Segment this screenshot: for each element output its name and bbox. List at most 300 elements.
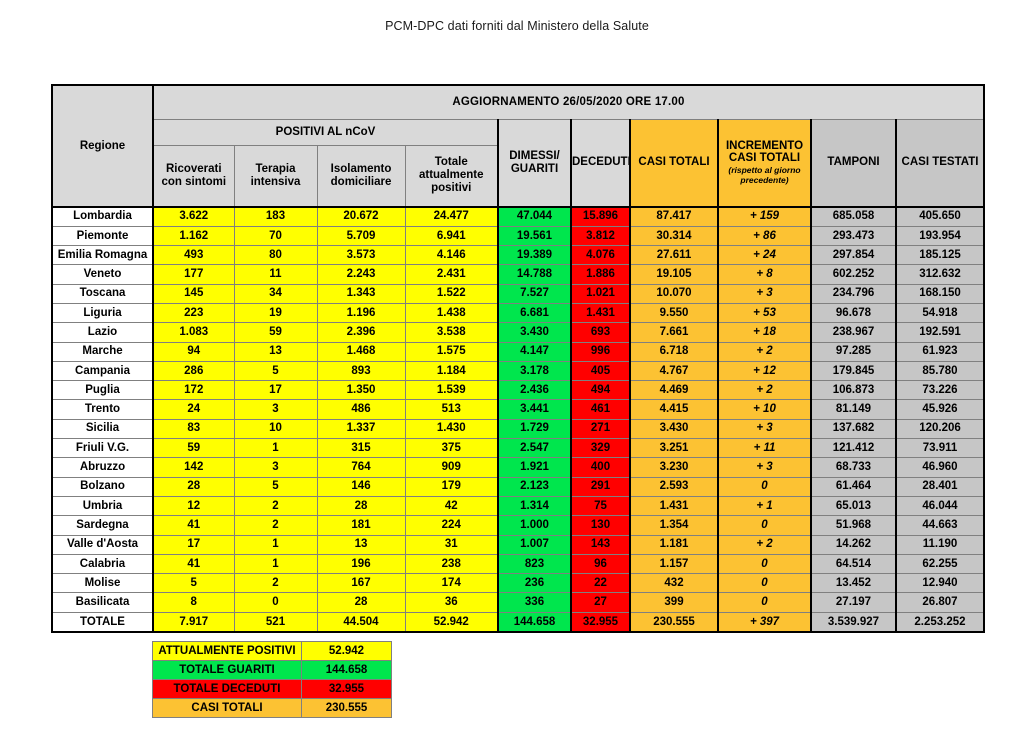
header-row-banner: [52, 85, 984, 119]
cell-ricoverati-con-sintomi: 493: [153, 246, 234, 265]
cell-casi-totali: 30.314: [630, 226, 718, 245]
cell-totale-attualmente-positivi: 6.941: [405, 226, 498, 245]
cell-regione: Trento: [52, 400, 153, 419]
header-group-positivi: POSITIVI AL nCoV: [153, 119, 498, 145]
cell-incremento-casi-totali: + 12: [718, 361, 811, 380]
cell-terapia-intensiva: 5: [234, 361, 317, 380]
table-row: [52, 593, 984, 612]
summary-label: ATTUALMENTE POSITIVI: [153, 642, 302, 661]
cell-terapia-intensiva: 17: [234, 381, 317, 400]
cell-tamponi: 97.285: [811, 342, 896, 361]
cell-ricoverati-con-sintomi: 1.083: [153, 323, 234, 342]
cell-dimessi-guariti: 19.561: [498, 226, 571, 245]
cell-totale-attualmente-positivi: 24.477: [405, 207, 498, 226]
cell-isolamento-domiciliare: 5.709: [317, 226, 405, 245]
cell-casi-testati: 192.591: [896, 323, 984, 342]
cell-incremento-casi-totali: + 3: [718, 458, 811, 477]
table-row: [52, 458, 984, 477]
cell-terapia-intensiva: 13: [234, 342, 317, 361]
cell-totale-attualmente-positivi: 1.184: [405, 361, 498, 380]
cell-deceduti: 693: [571, 323, 630, 342]
cell-terapia-intensiva: 70: [234, 226, 317, 245]
cell-totale-attualmente-positivi: 1.575: [405, 342, 498, 361]
cell-isolamento-domiciliare: 28: [317, 496, 405, 515]
table-row: [52, 535, 984, 554]
cell-regione: Puglia: [52, 381, 153, 400]
page-title: PCM-DPC dati forniti dal Ministero della Salute: [385, 19, 649, 33]
cell-deceduti: 996: [571, 342, 630, 361]
cell-deceduti: 461: [571, 400, 630, 419]
table-row-totale: [52, 612, 984, 632]
cell-casi-totali: 399: [630, 593, 718, 612]
cell-ricoverati-con-sintomi: 1.162: [153, 226, 234, 245]
cell-terapia-intensiva: 2: [234, 574, 317, 593]
cell-tamponi: 61.464: [811, 477, 896, 496]
cell-terapia-intensiva: 10: [234, 419, 317, 438]
cell-regione: Campania: [52, 361, 153, 380]
table-row: [52, 207, 984, 226]
cell-regione: Lombardia: [52, 207, 153, 226]
cell-tamponi: 685.058: [811, 207, 896, 226]
cell-tamponi: 3.539.927: [811, 612, 896, 632]
cell-tamponi: 238.967: [811, 323, 896, 342]
cell-isolamento-domiciliare: 13: [317, 535, 405, 554]
cell-casi-totali: 6.718: [630, 342, 718, 361]
cell-deceduti: 22: [571, 574, 630, 593]
cell-tamponi: 51.968: [811, 516, 896, 535]
cell-tamponi: 27.197: [811, 593, 896, 612]
cell-casi-totali: 1.354: [630, 516, 718, 535]
cell-regione: Toscana: [52, 284, 153, 303]
cell-incremento-casi-totali: + 2: [718, 381, 811, 400]
cell-incremento-casi-totali: + 3: [718, 284, 811, 303]
cell-regione: Friuli V.G.: [52, 439, 153, 458]
header-terapia-intensiva: [234, 145, 317, 207]
cell-terapia-intensiva: 1: [234, 439, 317, 458]
cell-casi-testati: 45.926: [896, 400, 984, 419]
summary-value: 230.555: [302, 699, 392, 718]
header-terapia-line2: intensiva: [250, 175, 301, 188]
cell-casi-testati: 54.918: [896, 303, 984, 322]
cell-totale-attualmente-positivi: 52.942: [405, 612, 498, 632]
cell-terapia-intensiva: 1: [234, 554, 317, 573]
cell-totale-attualmente-positivi: 3.538: [405, 323, 498, 342]
table-body: [52, 207, 984, 632]
cell-terapia-intensiva: 0: [234, 593, 317, 612]
cell-totale-attualmente-positivi: 1.430: [405, 419, 498, 438]
cell-dimessi-guariti: 1.729: [498, 419, 571, 438]
cell-deceduti: 400: [571, 458, 630, 477]
cell-incremento-casi-totali: + 1: [718, 496, 811, 515]
cell-regione: Bolzano: [52, 477, 153, 496]
cell-totale-attualmente-positivi: 174: [405, 574, 498, 593]
cell-deceduti: 405: [571, 361, 630, 380]
summary-label: CASI TOTALI: [153, 699, 302, 718]
header-incremento-line1: INCREMENTO: [725, 139, 804, 152]
cell-terapia-intensiva: 3: [234, 458, 317, 477]
cell-dimessi-guariti: 2.436: [498, 381, 571, 400]
cell-tamponi: 68.733: [811, 458, 896, 477]
cell-deceduti: 3.812: [571, 226, 630, 245]
cell-ricoverati-con-sintomi: 24: [153, 400, 234, 419]
regional-covid-table: [51, 84, 985, 633]
cell-ricoverati-con-sintomi: 94: [153, 342, 234, 361]
cell-casi-testati: 28.401: [896, 477, 984, 496]
summary-value: 32.955: [302, 680, 392, 699]
cell-casi-totali: 10.070: [630, 284, 718, 303]
cell-incremento-casi-totali: 0: [718, 554, 811, 573]
summary-value: 144.658: [302, 661, 392, 680]
cell-tamponi: 64.514: [811, 554, 896, 573]
cell-totale-attualmente-positivi: 31: [405, 535, 498, 554]
cell-isolamento-domiciliare: 2.243: [317, 265, 405, 284]
cell-totale-attualmente-positivi: 909: [405, 458, 498, 477]
cell-ricoverati-con-sintomi: 28: [153, 477, 234, 496]
table-row: [52, 574, 984, 593]
cell-casi-totali: 1.157: [630, 554, 718, 573]
summary-box-container: [152, 641, 391, 718]
table-row: [52, 265, 984, 284]
cell-dimessi-guariti: 6.681: [498, 303, 571, 322]
cell-regione: Emilia Romagna: [52, 246, 153, 265]
table-row: [52, 303, 984, 322]
cell-dimessi-guariti: 823: [498, 554, 571, 573]
cell-ricoverati-con-sintomi: 12: [153, 496, 234, 515]
cell-tamponi: 96.678: [811, 303, 896, 322]
cell-incremento-casi-totali: + 86: [718, 226, 811, 245]
cell-ricoverati-con-sintomi: 177: [153, 265, 234, 284]
cell-incremento-casi-totali: + 53: [718, 303, 811, 322]
header-incremento: [718, 119, 811, 207]
header-ricoverati-line1: Ricoverati: [165, 162, 222, 175]
cell-casi-totali: 432: [630, 574, 718, 593]
cell-deceduti: 1.021: [571, 284, 630, 303]
table-row: [52, 496, 984, 515]
cell-casi-testati: 62.255: [896, 554, 984, 573]
cell-incremento-casi-totali: + 18: [718, 323, 811, 342]
cell-tamponi: 293.473: [811, 226, 896, 245]
cell-totale-attualmente-positivi: 1.539: [405, 381, 498, 400]
header-ricoverati-line2: con sintomi: [161, 175, 227, 188]
header-isolamento-line1: Isolamento: [330, 162, 392, 175]
header-casi-testati: CASI TESTATI: [896, 119, 984, 207]
cell-casi-testati: 193.954: [896, 226, 984, 245]
cell-tamponi: 179.845: [811, 361, 896, 380]
table-row: [52, 381, 984, 400]
cell-tamponi: 81.149: [811, 400, 896, 419]
cell-casi-testati: 11.190: [896, 535, 984, 554]
cell-isolamento-domiciliare: 2.396: [317, 323, 405, 342]
cell-isolamento-domiciliare: 764: [317, 458, 405, 477]
cell-casi-totali: 7.661: [630, 323, 718, 342]
cell-tamponi: 297.854: [811, 246, 896, 265]
cell-incremento-casi-totali: 0: [718, 516, 811, 535]
cell-regione: Calabria: [52, 554, 153, 573]
table-row: [52, 419, 984, 438]
cell-casi-totali: 3.430: [630, 419, 718, 438]
cell-deceduti: 494: [571, 381, 630, 400]
cell-terapia-intensiva: 521: [234, 612, 317, 632]
cell-isolamento-domiciliare: 20.672: [317, 207, 405, 226]
cell-incremento-casi-totali: + 24: [718, 246, 811, 265]
cell-casi-testati: 73.226: [896, 381, 984, 400]
cell-tamponi: 14.262: [811, 535, 896, 554]
header-isolamento-line2: domiciliare: [330, 175, 392, 188]
table-row: [52, 246, 984, 265]
table-row: [52, 342, 984, 361]
cell-regione: Veneto: [52, 265, 153, 284]
cell-totale-attualmente-positivi: 1.522: [405, 284, 498, 303]
cell-dimessi-guariti: 236: [498, 574, 571, 593]
cell-tamponi: 137.682: [811, 419, 896, 438]
header-update-banner: AGGIORNAMENTO 26/05/2020 ORE 17.00: [153, 85, 984, 119]
table-header: [52, 85, 984, 207]
cell-isolamento-domiciliare: 167: [317, 574, 405, 593]
cell-dimessi-guariti: 3.430: [498, 323, 571, 342]
summary-row: [153, 642, 392, 661]
header-ricoverati: [153, 145, 234, 207]
cell-casi-testati: 312.632: [896, 265, 984, 284]
cell-tamponi: 234.796: [811, 284, 896, 303]
cell-casi-totali: 3.230: [630, 458, 718, 477]
cell-dimessi-guariti: 4.147: [498, 342, 571, 361]
cell-isolamento-domiciliare: 315: [317, 439, 405, 458]
cell-regione: Valle d'Aosta: [52, 535, 153, 554]
cell-terapia-intensiva: 34: [234, 284, 317, 303]
cell-terapia-intensiva: 1: [234, 535, 317, 554]
cell-terapia-intensiva: 5: [234, 477, 317, 496]
cell-regione: Basilicata: [52, 593, 153, 612]
cell-casi-totali: 230.555: [630, 612, 718, 632]
cell-ricoverati-con-sintomi: 83: [153, 419, 234, 438]
cell-deceduti: 271: [571, 419, 630, 438]
cell-casi-testati: 46.960: [896, 458, 984, 477]
cell-casi-totali: 4.469: [630, 381, 718, 400]
header-totalepos-line3: positivi: [431, 182, 472, 195]
summary-row: [153, 661, 392, 680]
cell-deceduti: 32.955: [571, 612, 630, 632]
cell-incremento-casi-totali: 0: [718, 574, 811, 593]
cell-ricoverati-con-sintomi: 7.917: [153, 612, 234, 632]
table-row: [52, 361, 984, 380]
header-totalepos-line2: attualmente: [418, 169, 484, 182]
cell-incremento-casi-totali: + 8: [718, 265, 811, 284]
cell-casi-totali: 1.431: [630, 496, 718, 515]
summary-value: 52.942: [302, 642, 392, 661]
cell-incremento-casi-totali: + 159: [718, 207, 811, 226]
table-row: [52, 400, 984, 419]
cell-ricoverati-con-sintomi: 59: [153, 439, 234, 458]
summary-table: [152, 641, 392, 718]
cell-isolamento-domiciliare: 44.504: [317, 612, 405, 632]
cell-tamponi: 602.252: [811, 265, 896, 284]
table-row: [52, 323, 984, 342]
header-regione: Regione: [52, 85, 153, 207]
cell-regione: Piemonte: [52, 226, 153, 245]
cell-ricoverati-con-sintomi: 5: [153, 574, 234, 593]
cell-dimessi-guariti: 144.658: [498, 612, 571, 632]
header-row-groups: [52, 119, 984, 145]
cell-regione: Molise: [52, 574, 153, 593]
cell-terapia-intensiva: 19: [234, 303, 317, 322]
cell-totale-attualmente-positivi: 36: [405, 593, 498, 612]
cell-terapia-intensiva: 11: [234, 265, 317, 284]
cell-dimessi-guariti: 14.788: [498, 265, 571, 284]
cell-terapia-intensiva: 2: [234, 496, 317, 515]
cell-terapia-intensiva: 183: [234, 207, 317, 226]
cell-deceduti: 291: [571, 477, 630, 496]
cell-incremento-casi-totali: 0: [718, 593, 811, 612]
cell-casi-totali: 4.415: [630, 400, 718, 419]
cell-deceduti: 96: [571, 554, 630, 573]
cell-totale-attualmente-positivi: 238: [405, 554, 498, 573]
summary-row: [153, 680, 392, 699]
cell-ricoverati-con-sintomi: 3.622: [153, 207, 234, 226]
cell-terapia-intensiva: 59: [234, 323, 317, 342]
table-row: [52, 554, 984, 573]
cell-deceduti: 4.076: [571, 246, 630, 265]
cell-regione: Marche: [52, 342, 153, 361]
cell-dimessi-guariti: 1.314: [498, 496, 571, 515]
cell-dimessi-guariti: 47.044: [498, 207, 571, 226]
cell-totale-attualmente-positivi: 4.146: [405, 246, 498, 265]
cell-isolamento-domiciliare: 1.337: [317, 419, 405, 438]
cell-ricoverati-con-sintomi: 8: [153, 593, 234, 612]
header-incremento-line2: CASI TOTALI: [728, 152, 801, 165]
cell-casi-testati: 120.206: [896, 419, 984, 438]
cell-dimessi-guariti: 3.178: [498, 361, 571, 380]
cell-casi-testati: 73.911: [896, 439, 984, 458]
header-deceduti: DECEDUTI: [571, 119, 630, 207]
cell-isolamento-domiciliare: 893: [317, 361, 405, 380]
header-totalepos-line1: Totale: [434, 156, 468, 169]
cell-casi-totali: 1.181: [630, 535, 718, 554]
cell-totale-attualmente-positivi: 2.431: [405, 265, 498, 284]
cell-incremento-casi-totali: + 11: [718, 439, 811, 458]
header-terapia-line1: Terapia: [255, 162, 296, 175]
table-row: [52, 516, 984, 535]
cell-tamponi: 65.013: [811, 496, 896, 515]
cell-casi-testati: 61.923: [896, 342, 984, 361]
header-casi-totali: CASI TOTALI: [630, 119, 718, 207]
cell-dimessi-guariti: 2.123: [498, 477, 571, 496]
cell-regione: Lazio: [52, 323, 153, 342]
summary-label: TOTALE GUARITI: [153, 661, 302, 680]
cell-isolamento-domiciliare: 28: [317, 593, 405, 612]
cell-deceduti: 329: [571, 439, 630, 458]
cell-incremento-casi-totali: 0: [718, 477, 811, 496]
header-dimessi-guariti: [498, 119, 571, 207]
cell-isolamento-domiciliare: 1.468: [317, 342, 405, 361]
cell-totale-attualmente-positivi: 375: [405, 439, 498, 458]
cell-ricoverati-con-sintomi: 286: [153, 361, 234, 380]
cell-casi-testati: 2.253.252: [896, 612, 984, 632]
cell-dimessi-guariti: 1.000: [498, 516, 571, 535]
cell-casi-testati: 168.150: [896, 284, 984, 303]
header-dimessi-line1: DIMESSI/: [509, 149, 560, 162]
summary-row: [153, 699, 392, 718]
cell-casi-testati: 44.663: [896, 516, 984, 535]
cell-tamponi: 121.412: [811, 439, 896, 458]
cell-casi-totali: 4.767: [630, 361, 718, 380]
cell-casi-testati: 85.780: [896, 361, 984, 380]
cell-regione: Umbria: [52, 496, 153, 515]
cell-deceduti: 1.886: [571, 265, 630, 284]
cell-tamponi: 106.873: [811, 381, 896, 400]
cell-isolamento-domiciliare: 486: [317, 400, 405, 419]
cell-regione: Abruzzo: [52, 458, 153, 477]
cell-casi-testati: 26.807: [896, 593, 984, 612]
cell-terapia-intensiva: 80: [234, 246, 317, 265]
cell-terapia-intensiva: 2: [234, 516, 317, 535]
cell-ricoverati-con-sintomi: 172: [153, 381, 234, 400]
cell-ricoverati-con-sintomi: 145: [153, 284, 234, 303]
cell-deceduti: 15.896: [571, 207, 630, 226]
cell-incremento-casi-totali: + 397: [718, 612, 811, 632]
cell-isolamento-domiciliare: 1.343: [317, 284, 405, 303]
cell-casi-totali: 2.593: [630, 477, 718, 496]
cell-isolamento-domiciliare: 181: [317, 516, 405, 535]
summary-label: TOTALE DECEDUTI: [153, 680, 302, 699]
covid-table-container: [51, 84, 983, 633]
cell-casi-totali: 87.417: [630, 207, 718, 226]
header-tamponi: TAMPONI: [811, 119, 896, 207]
cell-casi-totali: 9.550: [630, 303, 718, 322]
header-isolamento-domiciliare: [317, 145, 405, 207]
cell-ricoverati-con-sintomi: 17: [153, 535, 234, 554]
cell-incremento-casi-totali: + 2: [718, 342, 811, 361]
cell-isolamento-domiciliare: 146: [317, 477, 405, 496]
cell-dimessi-guariti: 7.527: [498, 284, 571, 303]
cell-casi-testati: 46.044: [896, 496, 984, 515]
cell-deceduti: 1.431: [571, 303, 630, 322]
table-row: [52, 439, 984, 458]
cell-deceduti: 27: [571, 593, 630, 612]
cell-dimessi-guariti: 1.007: [498, 535, 571, 554]
cell-totale-attualmente-positivi: 1.438: [405, 303, 498, 322]
header-dimessi-line2: GUARITI: [510, 162, 559, 175]
table-row: [52, 226, 984, 245]
cell-ricoverati-con-sintomi: 41: [153, 554, 234, 573]
cell-incremento-casi-totali: + 2: [718, 535, 811, 554]
cell-totale-attualmente-positivi: 224: [405, 516, 498, 535]
cell-isolamento-domiciliare: 1.196: [317, 303, 405, 322]
cell-dimessi-guariti: 2.547: [498, 439, 571, 458]
cell-tamponi: 13.452: [811, 574, 896, 593]
cell-ricoverati-con-sintomi: 142: [153, 458, 234, 477]
cell-deceduti: 143: [571, 535, 630, 554]
cell-dimessi-guariti: 336: [498, 593, 571, 612]
cell-casi-totali: 3.251: [630, 439, 718, 458]
cell-deceduti: 130: [571, 516, 630, 535]
cell-isolamento-domiciliare: 3.573: [317, 246, 405, 265]
cell-isolamento-domiciliare: 196: [317, 554, 405, 573]
cell-incremento-casi-totali: + 10: [718, 400, 811, 419]
cell-regione: Sicilia: [52, 419, 153, 438]
cell-regione: TOTALE: [52, 612, 153, 632]
cell-casi-totali: 27.611: [630, 246, 718, 265]
cell-ricoverati-con-sintomi: 223: [153, 303, 234, 322]
table-row: [52, 477, 984, 496]
cell-dimessi-guariti: 19.389: [498, 246, 571, 265]
cell-totale-attualmente-positivi: 42: [405, 496, 498, 515]
cell-casi-testati: 12.940: [896, 574, 984, 593]
header-totale-attualmente-positivi: [405, 145, 498, 207]
cell-terapia-intensiva: 3: [234, 400, 317, 419]
cell-regione: Sardegna: [52, 516, 153, 535]
cell-regione: Liguria: [52, 303, 153, 322]
cell-dimessi-guariti: 3.441: [498, 400, 571, 419]
